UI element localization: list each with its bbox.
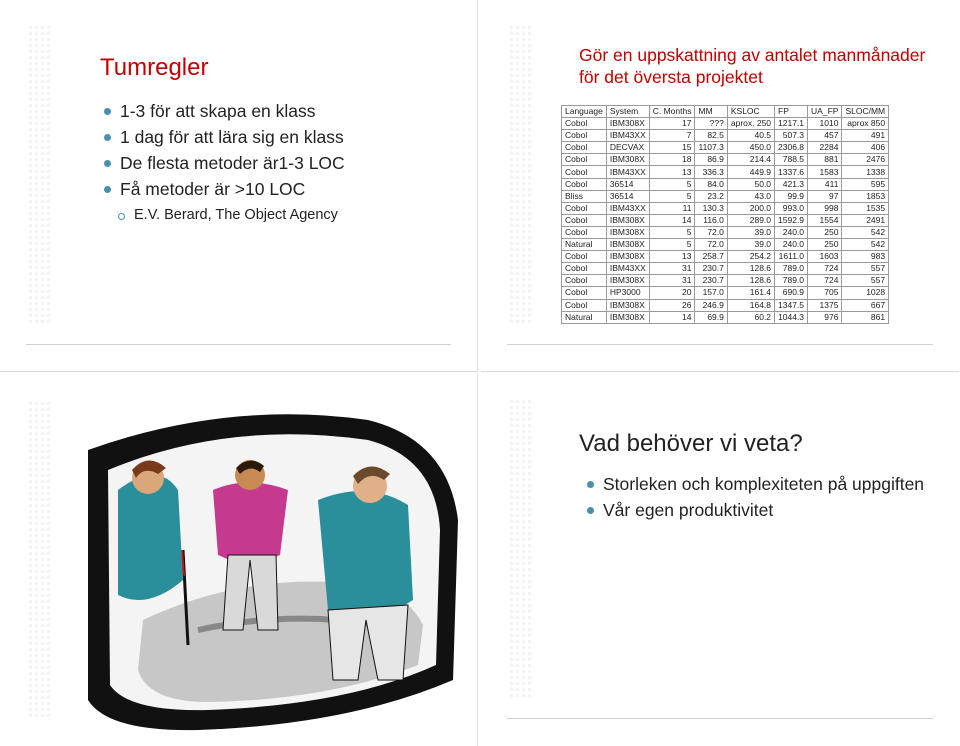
table-cell: 789.0 bbox=[775, 263, 808, 275]
decorative-pattern bbox=[26, 26, 52, 326]
bullet-item: Få metoder är >10 LOC bbox=[104, 176, 345, 202]
ring-bullet-icon bbox=[118, 213, 125, 220]
bullet-dot-icon bbox=[104, 160, 111, 167]
table-cell: 15 bbox=[649, 142, 695, 154]
table-cell: 40.5 bbox=[727, 130, 774, 142]
table-cell: 200.0 bbox=[727, 202, 774, 214]
table-cell: 595 bbox=[842, 178, 889, 190]
table-cell: 130.3 bbox=[695, 202, 727, 214]
table-row bbox=[562, 154, 889, 166]
table-cell: 1583 bbox=[808, 166, 842, 178]
project-data-table bbox=[561, 105, 889, 324]
column-header: KSLOC bbox=[727, 106, 774, 118]
table-cell: Cobol bbox=[562, 226, 607, 238]
table-cell: 449.9 bbox=[727, 166, 774, 178]
table-cell: Bliss bbox=[562, 190, 607, 202]
sub-bullet-item: E.V. Berard, The Object Agency bbox=[104, 202, 345, 228]
table-cell: 881 bbox=[808, 154, 842, 166]
table-cell: 724 bbox=[808, 263, 842, 275]
table-row bbox=[562, 287, 889, 299]
table-cell: 36514 bbox=[606, 190, 649, 202]
slide-estimate-table bbox=[481, 0, 959, 372]
table-cell: 557 bbox=[842, 275, 889, 287]
table-cell: IBM43XX bbox=[606, 202, 649, 214]
column-header: SLOC/MM bbox=[842, 106, 889, 118]
slide-title: Tumregler bbox=[100, 54, 209, 81]
table-cell: 31 bbox=[649, 263, 695, 275]
table-cell: 1853 bbox=[842, 190, 889, 202]
table-cell: 2306.8 bbox=[775, 142, 808, 154]
table-cell: 164.8 bbox=[727, 299, 774, 311]
table-cell: 99.9 bbox=[775, 190, 808, 202]
table-cell: 82.5 bbox=[695, 130, 727, 142]
table-cell: 421.3 bbox=[775, 178, 808, 190]
table-cell: 39.0 bbox=[727, 239, 774, 251]
table-row bbox=[562, 226, 889, 238]
table-cell: 1028 bbox=[842, 287, 889, 299]
table-cell: IBM308X bbox=[606, 299, 649, 311]
bullet-item: Vår egen produktivitet bbox=[587, 497, 924, 523]
table-cell: 690.9 bbox=[775, 287, 808, 299]
table-cell: 450.0 bbox=[727, 142, 774, 154]
table-cell: 20 bbox=[649, 287, 695, 299]
table-cell: 11 bbox=[649, 202, 695, 214]
table-cell: 1375 bbox=[808, 299, 842, 311]
table-cell: 1554 bbox=[808, 214, 842, 226]
table-cell: IBM43XX bbox=[606, 166, 649, 178]
table-cell: 157.0 bbox=[695, 287, 727, 299]
table-cell: 5 bbox=[649, 190, 695, 202]
table-row bbox=[562, 239, 889, 251]
table-cell: 5 bbox=[649, 178, 695, 190]
table-cell: DECVAX bbox=[606, 142, 649, 154]
table-cell: 250 bbox=[808, 239, 842, 251]
table-cell: 1611.0 bbox=[775, 251, 808, 263]
table-cell: 116.0 bbox=[695, 214, 727, 226]
table-cell: 724 bbox=[808, 275, 842, 287]
bullet-list bbox=[587, 471, 924, 523]
table-cell: IBM308X bbox=[606, 251, 649, 263]
table-cell: IBM308X bbox=[606, 214, 649, 226]
column-header: C. Months bbox=[649, 106, 695, 118]
bullet-item: Storleken och komplexiteten på uppgiften bbox=[587, 471, 924, 497]
table-cell: Cobol bbox=[562, 142, 607, 154]
bullet-dot-icon bbox=[104, 134, 111, 141]
table-cell: IBM308X bbox=[606, 275, 649, 287]
table-row bbox=[562, 178, 889, 190]
table-cell: Natural bbox=[562, 239, 607, 251]
footer-rule bbox=[26, 344, 451, 345]
table-cell: 1217.1 bbox=[775, 118, 808, 130]
table-header-row bbox=[562, 106, 889, 118]
table-cell: 542 bbox=[842, 226, 889, 238]
table-cell: 667 bbox=[842, 299, 889, 311]
title-line-2: för det översta projektet bbox=[579, 67, 763, 87]
table-cell: 2476 bbox=[842, 154, 889, 166]
table-cell: 507.3 bbox=[775, 130, 808, 142]
table-cell: IBM308X bbox=[606, 118, 649, 130]
table-cell: 976 bbox=[808, 311, 842, 323]
slide-clipart bbox=[0, 374, 478, 746]
table-row bbox=[562, 214, 889, 226]
table-row bbox=[562, 190, 889, 202]
table-cell: 1337.6 bbox=[775, 166, 808, 178]
bullet-item: 1-3 för att skapa en klass bbox=[104, 98, 345, 124]
table-cell: 69.9 bbox=[695, 311, 727, 323]
table-cell: 789.0 bbox=[775, 275, 808, 287]
title-line-1: Gör en uppskattning av antalet manmånader bbox=[579, 45, 926, 65]
table-body bbox=[562, 118, 889, 324]
table-cell: 1535 bbox=[842, 202, 889, 214]
table-cell: 2284 bbox=[808, 142, 842, 154]
table-cell: Cobol bbox=[562, 178, 607, 190]
golf-players-clipart bbox=[48, 380, 468, 740]
table-cell: aprox 850 bbox=[842, 118, 889, 130]
table-cell: 72.0 bbox=[695, 239, 727, 251]
table-cell: 31 bbox=[649, 275, 695, 287]
table-cell: 17 bbox=[649, 118, 695, 130]
table-row bbox=[562, 311, 889, 323]
table-cell: 1347.5 bbox=[775, 299, 808, 311]
player-middle bbox=[213, 483, 288, 563]
column-header: FP bbox=[775, 106, 808, 118]
table-cell: Cobol bbox=[562, 251, 607, 263]
table-cell: 13 bbox=[649, 166, 695, 178]
table-row bbox=[562, 202, 889, 214]
table-cell: 336.3 bbox=[695, 166, 727, 178]
table-cell: 128.6 bbox=[727, 275, 774, 287]
table-cell: Cobol bbox=[562, 118, 607, 130]
table-cell: 36514 bbox=[606, 178, 649, 190]
table-cell: 240.0 bbox=[775, 226, 808, 238]
table-cell: 2491 bbox=[842, 214, 889, 226]
table-cell: 72.0 bbox=[695, 226, 727, 238]
table-cell: 1603 bbox=[808, 251, 842, 263]
decorative-pattern bbox=[507, 26, 533, 326]
table-cell: 542 bbox=[842, 239, 889, 251]
slide-title: Vad behöver vi veta? bbox=[579, 430, 803, 457]
table-cell: 97 bbox=[808, 190, 842, 202]
table-cell: 39.0 bbox=[727, 226, 774, 238]
table-cell: 161.4 bbox=[727, 287, 774, 299]
table-cell: aprox. 250 bbox=[727, 118, 774, 130]
table-cell: 230.7 bbox=[695, 275, 727, 287]
table-cell: 557 bbox=[842, 263, 889, 275]
table-cell: 23.2 bbox=[695, 190, 727, 202]
bullet-list bbox=[104, 98, 345, 228]
footer-rule bbox=[507, 344, 933, 345]
table-cell: IBM308X bbox=[606, 154, 649, 166]
bullet-dot-icon bbox=[104, 186, 111, 193]
footer-rule bbox=[507, 718, 933, 719]
table-row bbox=[562, 263, 889, 275]
table-row bbox=[562, 130, 889, 142]
table-cell: Natural bbox=[562, 311, 607, 323]
bullet-item: De flesta metoder är1-3 LOC bbox=[104, 150, 345, 176]
table-cell: 86.9 bbox=[695, 154, 727, 166]
table-cell: 50.0 bbox=[727, 178, 774, 190]
slide-tumregler bbox=[0, 0, 478, 372]
table-cell: IBM43XX bbox=[606, 263, 649, 275]
table-cell: 254.2 bbox=[727, 251, 774, 263]
table-row bbox=[562, 251, 889, 263]
table-cell: 5 bbox=[649, 226, 695, 238]
column-header: MM bbox=[695, 106, 727, 118]
table-cell: 289.0 bbox=[727, 214, 774, 226]
bullet-dot-icon bbox=[587, 481, 594, 488]
table-cell: 14 bbox=[649, 214, 695, 226]
column-header: System bbox=[606, 106, 649, 118]
table-cell: Cobol bbox=[562, 299, 607, 311]
bullet-item: 1 dag för att lära sig en klass bbox=[104, 124, 345, 150]
table-cell: IBM308X bbox=[606, 226, 649, 238]
table-row bbox=[562, 142, 889, 154]
table-cell: 705 bbox=[808, 287, 842, 299]
table-cell: Cobol bbox=[562, 287, 607, 299]
player-right bbox=[318, 491, 413, 618]
table-cell: 1010 bbox=[808, 118, 842, 130]
table-cell: 128.6 bbox=[727, 263, 774, 275]
table-cell: 411 bbox=[808, 178, 842, 190]
table-cell: 43.0 bbox=[727, 190, 774, 202]
slide-title bbox=[579, 44, 925, 88]
table-cell: 1044.3 bbox=[775, 311, 808, 323]
table-cell: 258.7 bbox=[695, 251, 727, 263]
table-cell: 250 bbox=[808, 226, 842, 238]
table-cell: 7 bbox=[649, 130, 695, 142]
table-row bbox=[562, 299, 889, 311]
table-cell: 1592.9 bbox=[775, 214, 808, 226]
table-cell: 998 bbox=[808, 202, 842, 214]
table-cell: IBM43XX bbox=[606, 130, 649, 142]
table-cell: 491 bbox=[842, 130, 889, 142]
table-cell: 861 bbox=[842, 311, 889, 323]
table-cell: Cobol bbox=[562, 130, 607, 142]
table-cell: Cobol bbox=[562, 214, 607, 226]
table-cell: 1107.3 bbox=[695, 142, 727, 154]
table-cell: 240.0 bbox=[775, 239, 808, 251]
table-cell: Cobol bbox=[562, 166, 607, 178]
bullet-dot-icon bbox=[587, 507, 594, 514]
table-cell: 26 bbox=[649, 299, 695, 311]
table-cell: HP3000 bbox=[606, 287, 649, 299]
slide-vad-behover bbox=[481, 374, 959, 746]
table-cell: Cobol bbox=[562, 263, 607, 275]
table-cell: 230.7 bbox=[695, 263, 727, 275]
table-cell: 5 bbox=[649, 239, 695, 251]
table-row bbox=[562, 275, 889, 287]
decorative-pattern bbox=[507, 400, 533, 700]
table-cell: Cobol bbox=[562, 154, 607, 166]
table-cell: 993.0 bbox=[775, 202, 808, 214]
table-cell: Cobol bbox=[562, 275, 607, 287]
table-cell: 246.9 bbox=[695, 299, 727, 311]
column-header: Language bbox=[562, 106, 607, 118]
table-cell: 1338 bbox=[842, 166, 889, 178]
table-cell: 14 bbox=[649, 311, 695, 323]
column-header: UA_FP bbox=[808, 106, 842, 118]
table-cell: 457 bbox=[808, 130, 842, 142]
bullet-dot-icon bbox=[104, 108, 111, 115]
table-cell: ??? bbox=[695, 118, 727, 130]
table-cell: 788.5 bbox=[775, 154, 808, 166]
table-cell: 18 bbox=[649, 154, 695, 166]
table-cell: IBM308X bbox=[606, 239, 649, 251]
table-cell: 84.0 bbox=[695, 178, 727, 190]
table-cell: 983 bbox=[842, 251, 889, 263]
table-cell: 406 bbox=[842, 142, 889, 154]
table-cell: 214.4 bbox=[727, 154, 774, 166]
table-cell: 13 bbox=[649, 251, 695, 263]
table-row bbox=[562, 118, 889, 130]
table-cell: IBM308X bbox=[606, 311, 649, 323]
table-cell: Cobol bbox=[562, 202, 607, 214]
table-cell: 60.2 bbox=[727, 311, 774, 323]
table-row bbox=[562, 166, 889, 178]
